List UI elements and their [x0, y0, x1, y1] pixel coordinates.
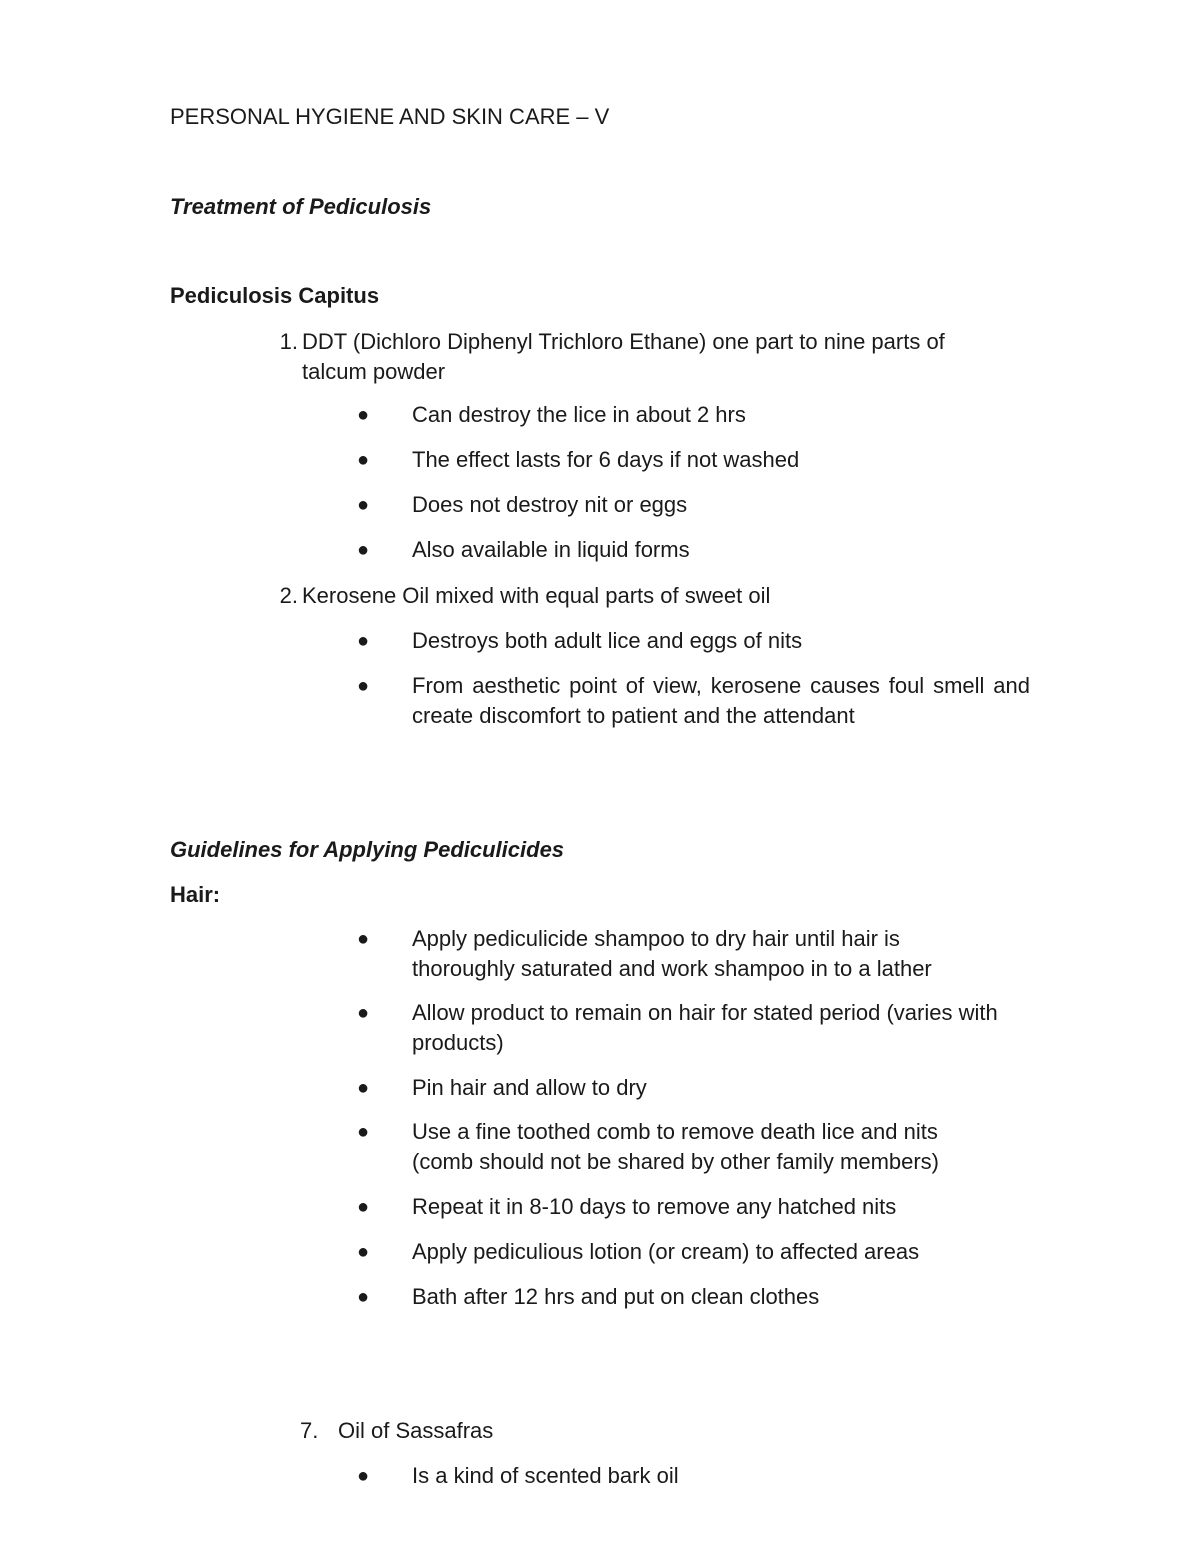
bullet-icon: ● [356, 1465, 370, 1487]
hair-heading: Hair: [170, 882, 221, 907]
bullet-icon: ● [356, 494, 370, 516]
bullet-icon: ● [356, 1241, 370, 1263]
bullet-text: Use a fine toothed comb to remove death lice and nits (comb should not be shared by other family members) [412, 1119, 940, 1174]
bullet-icon: ● [356, 404, 370, 426]
list-item-text: Kerosene Oil mixed with equal parts of sweet oil [302, 583, 771, 608]
bullet-icon: ● [356, 1286, 370, 1308]
list-number: 1. [279, 329, 298, 354]
bullet-icon: ● [356, 539, 370, 561]
bullet-icon: ● [356, 1002, 370, 1024]
bullet-text: Destroys both adult lice and eggs of nits [412, 628, 803, 653]
list-item-text: DDT (Dichloro Diphenyl Trichloro Ethane) one part to nine parts of [302, 329, 945, 354]
list-number: 2. [279, 583, 298, 608]
bullet-icon: ● [356, 1121, 370, 1143]
bullet-icon: ● [356, 928, 370, 950]
bullet-text: Bath after 12 hrs and put on clean clothes [412, 1284, 820, 1309]
bullet-icon: ● [356, 1077, 370, 1099]
bullet-icon: ● [356, 630, 370, 652]
bullet-text: The effect lasts for 6 days if not washed [412, 447, 800, 472]
bullet-text: Repeat it in 8-10 days to remove any hatched nits [412, 1194, 897, 1219]
bullet-text: Also available in liquid forms [412, 537, 690, 562]
section-heading-guidelines: Guidelines for Applying Pediculicides [170, 837, 565, 862]
bullet-text: Can destroy the lice in about 2 hrs [412, 402, 746, 427]
list-item-text: Oil of Sassafras [338, 1418, 494, 1443]
bullet-text: Apply pediculicide shampoo to dry hair until hair is thoroughly saturated and work shampoo in to a lather [412, 926, 932, 981]
bullet-text: From aesthetic point of view, kerosene causes foul smell and create discomfort to patient and the attendant [412, 673, 1030, 728]
bullet-text: Is a kind of scented bark oil [412, 1463, 679, 1488]
subsection-heading-capitus: Pediculosis Capitus [170, 283, 380, 308]
bullet-text: Does not destroy nit or eggs [412, 492, 688, 517]
bullet-text: Apply pediculious lotion (or cream) to affected areas [412, 1239, 920, 1264]
bullet-icon: ● [356, 1196, 370, 1218]
section-heading-treatment: Treatment of Pediculosis [170, 194, 432, 219]
bullet-icon: ● [356, 449, 370, 471]
bullet-icon: ● [356, 675, 370, 697]
document-title: PERSONAL HYGIENE AND SKIN CARE – V [170, 104, 610, 129]
list-number: 7. [300, 1418, 319, 1443]
bullet-text: Allow product to remain on hair for stated period (varies with products) [412, 1000, 998, 1055]
list-item-text-continued: talcum powder [302, 359, 446, 384]
bullet-text: Pin hair and allow to dry [412, 1075, 647, 1100]
